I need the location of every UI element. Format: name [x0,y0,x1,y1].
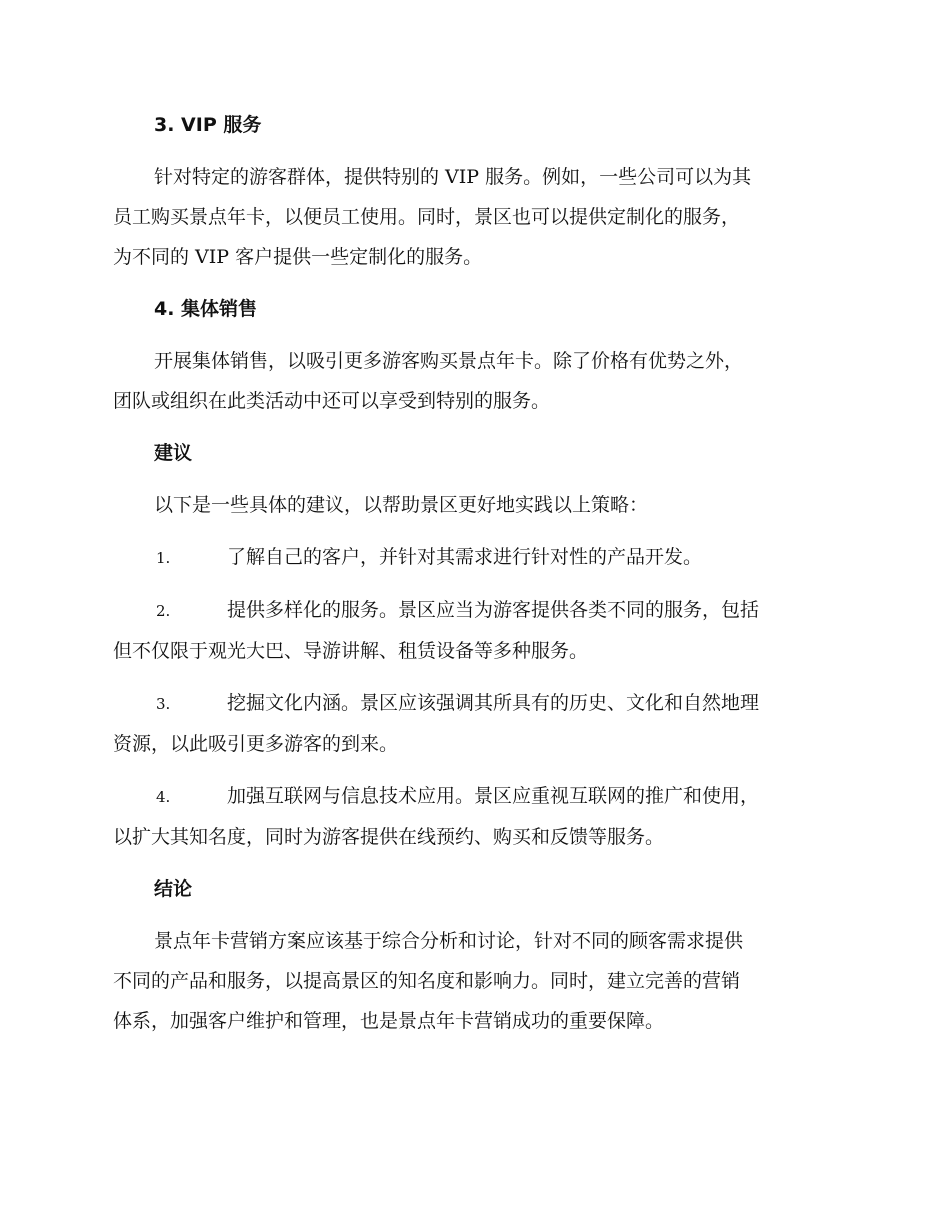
section-heading-group-sales: 4. 集体销售 [154,298,258,320]
section-heading-vip: 3. VIP 服务 [154,114,262,136]
section-heading-conclusion: 结论 [154,878,193,900]
list-text: 但不仅限于观光大巴、导游讲解、租赁设备等多种服务。 [113,640,589,662]
list-item [113,590,835,671]
list-item [113,683,835,764]
list-text: 加强互联网与信息技术应用。景区应重视互联网的推广和使用， [227,785,760,807]
paragraph-line: 景点年卡营销方案应该基于综合分析和讨论，针对不同的顾客需求提供 [154,930,744,952]
list-text: 提供多样化的服务。景区应当为游客提供各类不同的服务，包括 [227,599,760,621]
paragraph-conclusion [113,921,835,1041]
list-number: 3. [156,695,171,713]
list-number: 1. [156,549,171,567]
paragraph-line: 开展集体销售，以吸引更多游客购买景点年卡。除了价格有优势之外， [154,350,744,372]
section-heading-suggestions: 建议 [154,442,193,464]
paragraph-suggestions-intro [113,485,835,525]
list-text: 了解自己的客户，并针对其需求进行针对性的产品开发。 [227,546,703,568]
list-text: 以扩大其知名度，同时为游客提供在线预约、购买和反馈等服务。 [113,826,665,848]
document-page [113,105,835,1053]
paragraph-group-sales [113,341,835,421]
list-item [113,537,835,578]
list-number: 2. [156,602,171,620]
paragraph-line: 针对特定的游客群体，提供特别的 VIP 服务。例如，一些公司可以为其 [154,166,752,188]
paragraph-line: 以下是一些具体的建议，以帮助景区更好地实践以上策略： [154,494,649,516]
paragraph-line: 不同的产品和服务，以提高景区的知名度和影响力。同时，建立完善的营销 [113,970,741,992]
paragraph-vip [113,157,835,277]
list-text: 资源，以此吸引更多游客的到来。 [113,733,399,755]
paragraph-line: 体系，加强客户维护和管理，也是景点年卡营销成功的重要保障。 [113,1010,665,1032]
paragraph-line: 团队或组织在此类活动中还可以享受到特别的服务。 [113,390,551,412]
list-number: 4. [156,788,171,806]
paragraph-line: 为不同的 VIP 客户提供一些定制化的服务。 [113,246,483,268]
list-item [113,776,835,857]
paragraph-line: 员工购买景点年卡，以便员工使用。同时，景区也可以提供定制化的服务， [113,206,741,228]
list-text: 挖掘文化内涵。景区应该强调其所具有的历史、文化和自然地理 [227,692,760,714]
